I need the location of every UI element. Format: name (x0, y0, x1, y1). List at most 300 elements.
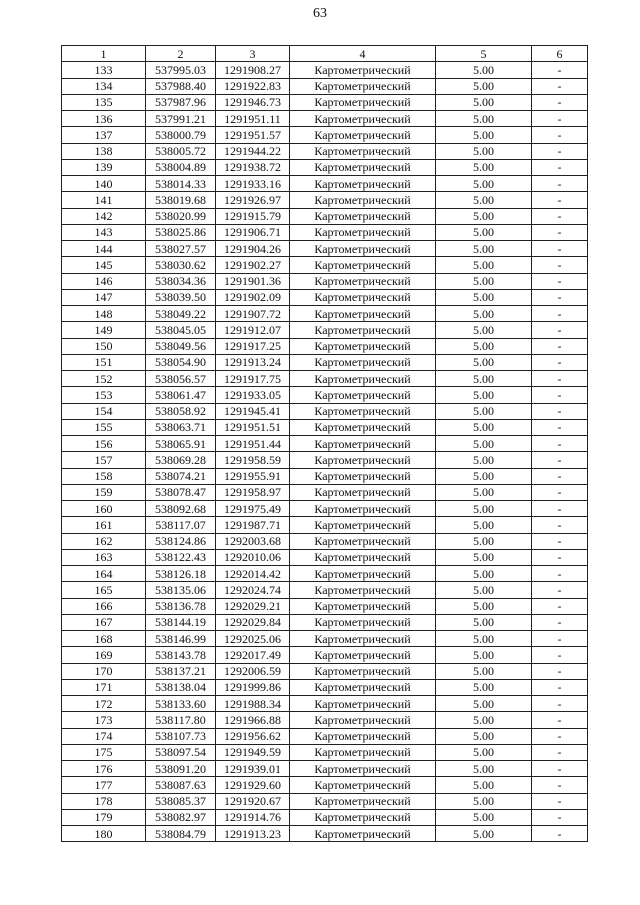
y-coordinate-cell: 1292024.74 (216, 582, 290, 598)
accuracy-cell: 5.00 (436, 111, 532, 127)
y-coordinate-cell: 1291908.27 (216, 62, 290, 78)
table-row (62, 793, 588, 809)
accuracy-cell: 5.00 (436, 793, 532, 809)
table-row (62, 712, 588, 728)
y-coordinate-cell: 1291951.57 (216, 127, 290, 143)
table-header-row (62, 46, 588, 62)
x-coordinate-cell: 538133.60 (146, 696, 216, 712)
accuracy-cell: 5.00 (436, 387, 532, 403)
y-coordinate-cell: 1291951.51 (216, 419, 290, 435)
accuracy-cell: 5.00 (436, 338, 532, 354)
accuracy-cell: 5.00 (436, 208, 532, 224)
y-coordinate-cell: 1291956.62 (216, 728, 290, 744)
point-number-cell: 143 (62, 224, 146, 240)
note-cell: - (532, 793, 588, 809)
x-coordinate-cell: 538000.79 (146, 127, 216, 143)
note-cell: - (532, 306, 588, 322)
note-cell: - (532, 679, 588, 695)
point-number-cell: 170 (62, 663, 146, 679)
note-cell: - (532, 403, 588, 419)
method-cell: Картометрический (290, 176, 436, 192)
method-cell: Картометрический (290, 566, 436, 582)
method-cell: Картометрический (290, 62, 436, 78)
note-cell: - (532, 647, 588, 663)
y-coordinate-cell: 1292006.59 (216, 663, 290, 679)
point-number-cell: 144 (62, 241, 146, 257)
x-coordinate-cell: 538065.91 (146, 436, 216, 452)
y-coordinate-cell: 1291933.05 (216, 387, 290, 403)
y-coordinate-cell: 1291988.34 (216, 696, 290, 712)
y-coordinate-cell: 1291914.76 (216, 809, 290, 825)
note-cell: - (532, 241, 588, 257)
method-cell: Картометрический (290, 598, 436, 614)
method-cell: Картометрический (290, 582, 436, 598)
table-row (62, 159, 588, 175)
method-cell: Картометрический (290, 468, 436, 484)
x-coordinate-cell: 537991.21 (146, 111, 216, 127)
accuracy-cell: 5.00 (436, 663, 532, 679)
accuracy-cell: 5.00 (436, 159, 532, 175)
y-coordinate-cell: 1291926.97 (216, 192, 290, 208)
table-row (62, 517, 588, 533)
method-cell: Картометрический (290, 289, 436, 305)
method-cell: Картометрический (290, 436, 436, 452)
x-coordinate-cell: 538126.18 (146, 566, 216, 582)
note-cell: - (532, 127, 588, 143)
method-cell: Картометрический (290, 533, 436, 549)
table-row (62, 533, 588, 549)
accuracy-cell: 5.00 (436, 533, 532, 549)
x-coordinate-cell: 538107.73 (146, 728, 216, 744)
method-cell: Картометрический (290, 224, 436, 240)
x-coordinate-cell: 538049.22 (146, 306, 216, 322)
method-cell: Картометрический (290, 777, 436, 793)
method-cell: Картометрический (290, 744, 436, 760)
point-number-cell: 179 (62, 809, 146, 825)
x-coordinate-cell: 538084.79 (146, 826, 216, 842)
table-row (62, 94, 588, 110)
table-row (62, 306, 588, 322)
method-cell: Картометрический (290, 826, 436, 842)
table-row (62, 354, 588, 370)
x-coordinate-cell: 538091.20 (146, 761, 216, 777)
y-coordinate-cell: 1291917.25 (216, 338, 290, 354)
x-coordinate-cell: 538146.99 (146, 631, 216, 647)
point-number-cell: 169 (62, 647, 146, 663)
accuracy-cell: 5.00 (436, 192, 532, 208)
point-number-cell: 153 (62, 387, 146, 403)
x-coordinate-cell: 538117.80 (146, 712, 216, 728)
table-row (62, 208, 588, 224)
method-cell: Картометрический (290, 793, 436, 809)
y-coordinate-cell: 1292017.49 (216, 647, 290, 663)
x-coordinate-cell: 538014.33 (146, 176, 216, 192)
point-number-cell: 135 (62, 94, 146, 110)
note-cell: - (532, 517, 588, 533)
accuracy-cell: 5.00 (436, 809, 532, 825)
point-number-cell: 172 (62, 696, 146, 712)
y-coordinate-cell: 1291913.23 (216, 826, 290, 842)
table-row (62, 468, 588, 484)
method-cell: Картометрический (290, 78, 436, 94)
point-number-cell: 146 (62, 273, 146, 289)
point-number-cell: 151 (62, 354, 146, 370)
x-coordinate-cell: 538135.06 (146, 582, 216, 598)
method-cell: Картометрический (290, 517, 436, 533)
y-coordinate-cell: 1291951.11 (216, 111, 290, 127)
x-coordinate-cell: 538087.63 (146, 777, 216, 793)
table-row (62, 338, 588, 354)
table-row (62, 809, 588, 825)
point-number-cell: 176 (62, 761, 146, 777)
note-cell: - (532, 208, 588, 224)
point-number-cell: 164 (62, 566, 146, 582)
note-cell: - (532, 289, 588, 305)
accuracy-cell: 5.00 (436, 257, 532, 273)
point-number-cell: 152 (62, 371, 146, 387)
y-coordinate-cell: 1291913.24 (216, 354, 290, 370)
point-number-cell: 165 (62, 582, 146, 598)
point-number-cell: 155 (62, 419, 146, 435)
table-row (62, 826, 588, 842)
table-row (62, 696, 588, 712)
point-number-cell: 163 (62, 549, 146, 565)
y-coordinate-cell: 1291999.86 (216, 679, 290, 695)
note-cell: - (532, 744, 588, 760)
x-coordinate-cell: 538069.28 (146, 452, 216, 468)
table-row (62, 387, 588, 403)
method-cell: Картометрический (290, 809, 436, 825)
accuracy-cell: 5.00 (436, 94, 532, 110)
point-number-cell: 174 (62, 728, 146, 744)
note-cell: - (532, 777, 588, 793)
x-coordinate-cell: 538138.04 (146, 679, 216, 695)
method-cell: Картометрический (290, 143, 436, 159)
note-cell: - (532, 549, 588, 565)
table-body (62, 46, 588, 842)
point-number-cell: 134 (62, 78, 146, 94)
table-row (62, 566, 588, 582)
point-number-cell: 156 (62, 436, 146, 452)
accuracy-cell: 5.00 (436, 598, 532, 614)
accuracy-cell: 5.00 (436, 549, 532, 565)
x-coordinate-cell: 538056.57 (146, 371, 216, 387)
x-coordinate-cell: 538027.57 (146, 241, 216, 257)
point-number-cell: 175 (62, 744, 146, 760)
x-coordinate-cell: 538117.07 (146, 517, 216, 533)
note-cell: - (532, 663, 588, 679)
point-number-cell: 160 (62, 501, 146, 517)
note-cell: - (532, 371, 588, 387)
accuracy-cell: 5.00 (436, 143, 532, 159)
x-coordinate-cell: 538020.99 (146, 208, 216, 224)
accuracy-cell: 5.00 (436, 127, 532, 143)
header-cell: 6 (532, 46, 588, 62)
note-cell: - (532, 419, 588, 435)
note-cell: - (532, 78, 588, 94)
accuracy-cell: 5.00 (436, 566, 532, 582)
y-coordinate-cell: 1292029.84 (216, 614, 290, 630)
note-cell: - (532, 224, 588, 240)
method-cell: Картометрический (290, 159, 436, 175)
table-row (62, 111, 588, 127)
note-cell: - (532, 484, 588, 500)
method-cell: Картометрический (290, 306, 436, 322)
y-coordinate-cell: 1291901.36 (216, 273, 290, 289)
y-coordinate-cell: 1291902.09 (216, 289, 290, 305)
accuracy-cell: 5.00 (436, 744, 532, 760)
table-row (62, 663, 588, 679)
method-cell: Картометрический (290, 273, 436, 289)
y-coordinate-cell: 1291944.22 (216, 143, 290, 159)
x-coordinate-cell: 538078.47 (146, 484, 216, 500)
table-row (62, 143, 588, 159)
point-number-cell: 180 (62, 826, 146, 842)
method-cell: Картометрический (290, 111, 436, 127)
x-coordinate-cell: 538143.78 (146, 647, 216, 663)
header-cell: 5 (436, 46, 532, 62)
x-coordinate-cell: 538058.92 (146, 403, 216, 419)
note-cell: - (532, 436, 588, 452)
table-row (62, 62, 588, 78)
note-cell: - (532, 192, 588, 208)
method-cell: Картометрический (290, 484, 436, 500)
note-cell: - (532, 94, 588, 110)
point-number-cell: 177 (62, 777, 146, 793)
y-coordinate-cell: 1292029.21 (216, 598, 290, 614)
accuracy-cell: 5.00 (436, 289, 532, 305)
y-coordinate-cell: 1292014.42 (216, 566, 290, 582)
note-cell: - (532, 614, 588, 630)
method-cell: Картометрический (290, 403, 436, 419)
accuracy-cell: 5.00 (436, 78, 532, 94)
method-cell: Картометрический (290, 631, 436, 647)
table-row (62, 257, 588, 273)
point-number-cell: 137 (62, 127, 146, 143)
accuracy-cell: 5.00 (436, 403, 532, 419)
y-coordinate-cell: 1291922.83 (216, 78, 290, 94)
point-number-cell: 157 (62, 452, 146, 468)
note-cell: - (532, 712, 588, 728)
point-number-cell: 141 (62, 192, 146, 208)
x-coordinate-cell: 537995.03 (146, 62, 216, 78)
point-number-cell: 159 (62, 484, 146, 500)
table-row (62, 436, 588, 452)
table-row (62, 78, 588, 94)
note-cell: - (532, 761, 588, 777)
table-row (62, 614, 588, 630)
x-coordinate-cell: 538097.54 (146, 744, 216, 760)
method-cell: Картометрический (290, 549, 436, 565)
point-number-cell: 139 (62, 159, 146, 175)
accuracy-cell: 5.00 (436, 354, 532, 370)
method-cell: Картометрический (290, 371, 436, 387)
table-row (62, 728, 588, 744)
x-coordinate-cell: 538005.72 (146, 143, 216, 159)
accuracy-cell: 5.00 (436, 241, 532, 257)
y-coordinate-cell: 1291929.60 (216, 777, 290, 793)
note-cell: - (532, 566, 588, 582)
y-coordinate-cell: 1292003.68 (216, 533, 290, 549)
note-cell: - (532, 354, 588, 370)
x-coordinate-cell: 538019.68 (146, 192, 216, 208)
accuracy-cell: 5.00 (436, 436, 532, 452)
note-cell: - (532, 62, 588, 78)
note-cell: - (532, 452, 588, 468)
y-coordinate-cell: 1291966.88 (216, 712, 290, 728)
point-number-cell: 171 (62, 679, 146, 695)
method-cell: Картометрический (290, 761, 436, 777)
table-row (62, 273, 588, 289)
y-coordinate-cell: 1291939.01 (216, 761, 290, 777)
accuracy-cell: 5.00 (436, 452, 532, 468)
method-cell: Картометрический (290, 712, 436, 728)
accuracy-cell: 5.00 (436, 614, 532, 630)
note-cell: - (532, 826, 588, 842)
x-coordinate-cell: 537988.40 (146, 78, 216, 94)
x-coordinate-cell: 538137.21 (146, 663, 216, 679)
table-row (62, 224, 588, 240)
note-cell: - (532, 696, 588, 712)
method-cell: Картометрический (290, 387, 436, 403)
accuracy-cell: 5.00 (436, 306, 532, 322)
accuracy-cell: 5.00 (436, 468, 532, 484)
method-cell: Картометрический (290, 208, 436, 224)
header-cell: 3 (216, 46, 290, 62)
point-number-cell: 161 (62, 517, 146, 533)
table-row (62, 598, 588, 614)
method-cell: Картометрический (290, 614, 436, 630)
y-coordinate-cell: 1291955.91 (216, 468, 290, 484)
point-number-cell: 167 (62, 614, 146, 630)
x-coordinate-cell: 538039.50 (146, 289, 216, 305)
accuracy-cell: 5.00 (436, 371, 532, 387)
note-cell: - (532, 273, 588, 289)
accuracy-cell: 5.00 (436, 712, 532, 728)
method-cell: Картометрический (290, 338, 436, 354)
point-number-cell: 173 (62, 712, 146, 728)
method-cell: Картометрический (290, 322, 436, 338)
page-number: 63 (313, 6, 327, 21)
x-coordinate-cell: 538030.62 (146, 257, 216, 273)
x-coordinate-cell: 538082.97 (146, 809, 216, 825)
point-number-cell: 138 (62, 143, 146, 159)
y-coordinate-cell: 1291958.59 (216, 452, 290, 468)
accuracy-cell: 5.00 (436, 501, 532, 517)
note-cell: - (532, 143, 588, 159)
table-row (62, 484, 588, 500)
accuracy-cell: 5.00 (436, 322, 532, 338)
method-cell: Картометрический (290, 94, 436, 110)
note-cell: - (532, 598, 588, 614)
y-coordinate-cell: 1291920.67 (216, 793, 290, 809)
method-cell: Картометрический (290, 647, 436, 663)
header-cell: 2 (146, 46, 216, 62)
point-number-cell: 147 (62, 289, 146, 305)
method-cell: Картометрический (290, 354, 436, 370)
note-cell: - (532, 631, 588, 647)
note-cell: - (532, 728, 588, 744)
accuracy-cell: 5.00 (436, 419, 532, 435)
accuracy-cell: 5.00 (436, 631, 532, 647)
table-row (62, 549, 588, 565)
y-coordinate-cell: 1291912.07 (216, 322, 290, 338)
note-cell: - (532, 257, 588, 273)
method-cell: Картометрический (290, 501, 436, 517)
x-coordinate-cell: 538136.78 (146, 598, 216, 614)
y-coordinate-cell: 1291975.49 (216, 501, 290, 517)
table-row (62, 419, 588, 435)
accuracy-cell: 5.00 (436, 761, 532, 777)
y-coordinate-cell: 1291951.44 (216, 436, 290, 452)
y-coordinate-cell: 1291933.16 (216, 176, 290, 192)
x-coordinate-cell: 538122.43 (146, 549, 216, 565)
y-coordinate-cell: 1291917.75 (216, 371, 290, 387)
method-cell: Картометрический (290, 663, 436, 679)
accuracy-cell: 5.00 (436, 224, 532, 240)
point-number-cell: 148 (62, 306, 146, 322)
point-number-cell: 154 (62, 403, 146, 419)
point-number-cell: 149 (62, 322, 146, 338)
x-coordinate-cell: 538063.71 (146, 419, 216, 435)
point-number-cell: 136 (62, 111, 146, 127)
method-cell: Картометрический (290, 679, 436, 695)
y-coordinate-cell: 1291958.97 (216, 484, 290, 500)
table-row (62, 127, 588, 143)
y-coordinate-cell: 1291987.71 (216, 517, 290, 533)
note-cell: - (532, 176, 588, 192)
table-row (62, 679, 588, 695)
point-number-cell: 158 (62, 468, 146, 484)
header-cell: 1 (62, 46, 146, 62)
x-coordinate-cell: 538061.47 (146, 387, 216, 403)
table-row (62, 322, 588, 338)
point-number-cell: 133 (62, 62, 146, 78)
x-coordinate-cell: 538054.90 (146, 354, 216, 370)
x-coordinate-cell: 538034.36 (146, 273, 216, 289)
table-row (62, 176, 588, 192)
accuracy-cell: 5.00 (436, 826, 532, 842)
point-number-cell: 166 (62, 598, 146, 614)
point-number-cell: 168 (62, 631, 146, 647)
y-coordinate-cell: 1292010.06 (216, 549, 290, 565)
table-row (62, 582, 588, 598)
table-row (62, 289, 588, 305)
y-coordinate-cell: 1291945.41 (216, 403, 290, 419)
note-cell: - (532, 387, 588, 403)
note-cell: - (532, 159, 588, 175)
note-cell: - (532, 582, 588, 598)
table-row (62, 744, 588, 760)
table-row (62, 501, 588, 517)
point-number-cell: 162 (62, 533, 146, 549)
y-coordinate-cell: 1291949.59 (216, 744, 290, 760)
table-row (62, 192, 588, 208)
accuracy-cell: 5.00 (436, 777, 532, 793)
y-coordinate-cell: 1291904.26 (216, 241, 290, 257)
point-number-cell: 150 (62, 338, 146, 354)
note-cell: - (532, 322, 588, 338)
y-coordinate-cell: 1291907.72 (216, 306, 290, 322)
x-coordinate-cell: 538144.19 (146, 614, 216, 630)
table-row (62, 647, 588, 663)
table-row (62, 452, 588, 468)
table-row (62, 777, 588, 793)
note-cell: - (532, 533, 588, 549)
accuracy-cell: 5.00 (436, 176, 532, 192)
method-cell: Картометрический (290, 696, 436, 712)
table-row (62, 761, 588, 777)
